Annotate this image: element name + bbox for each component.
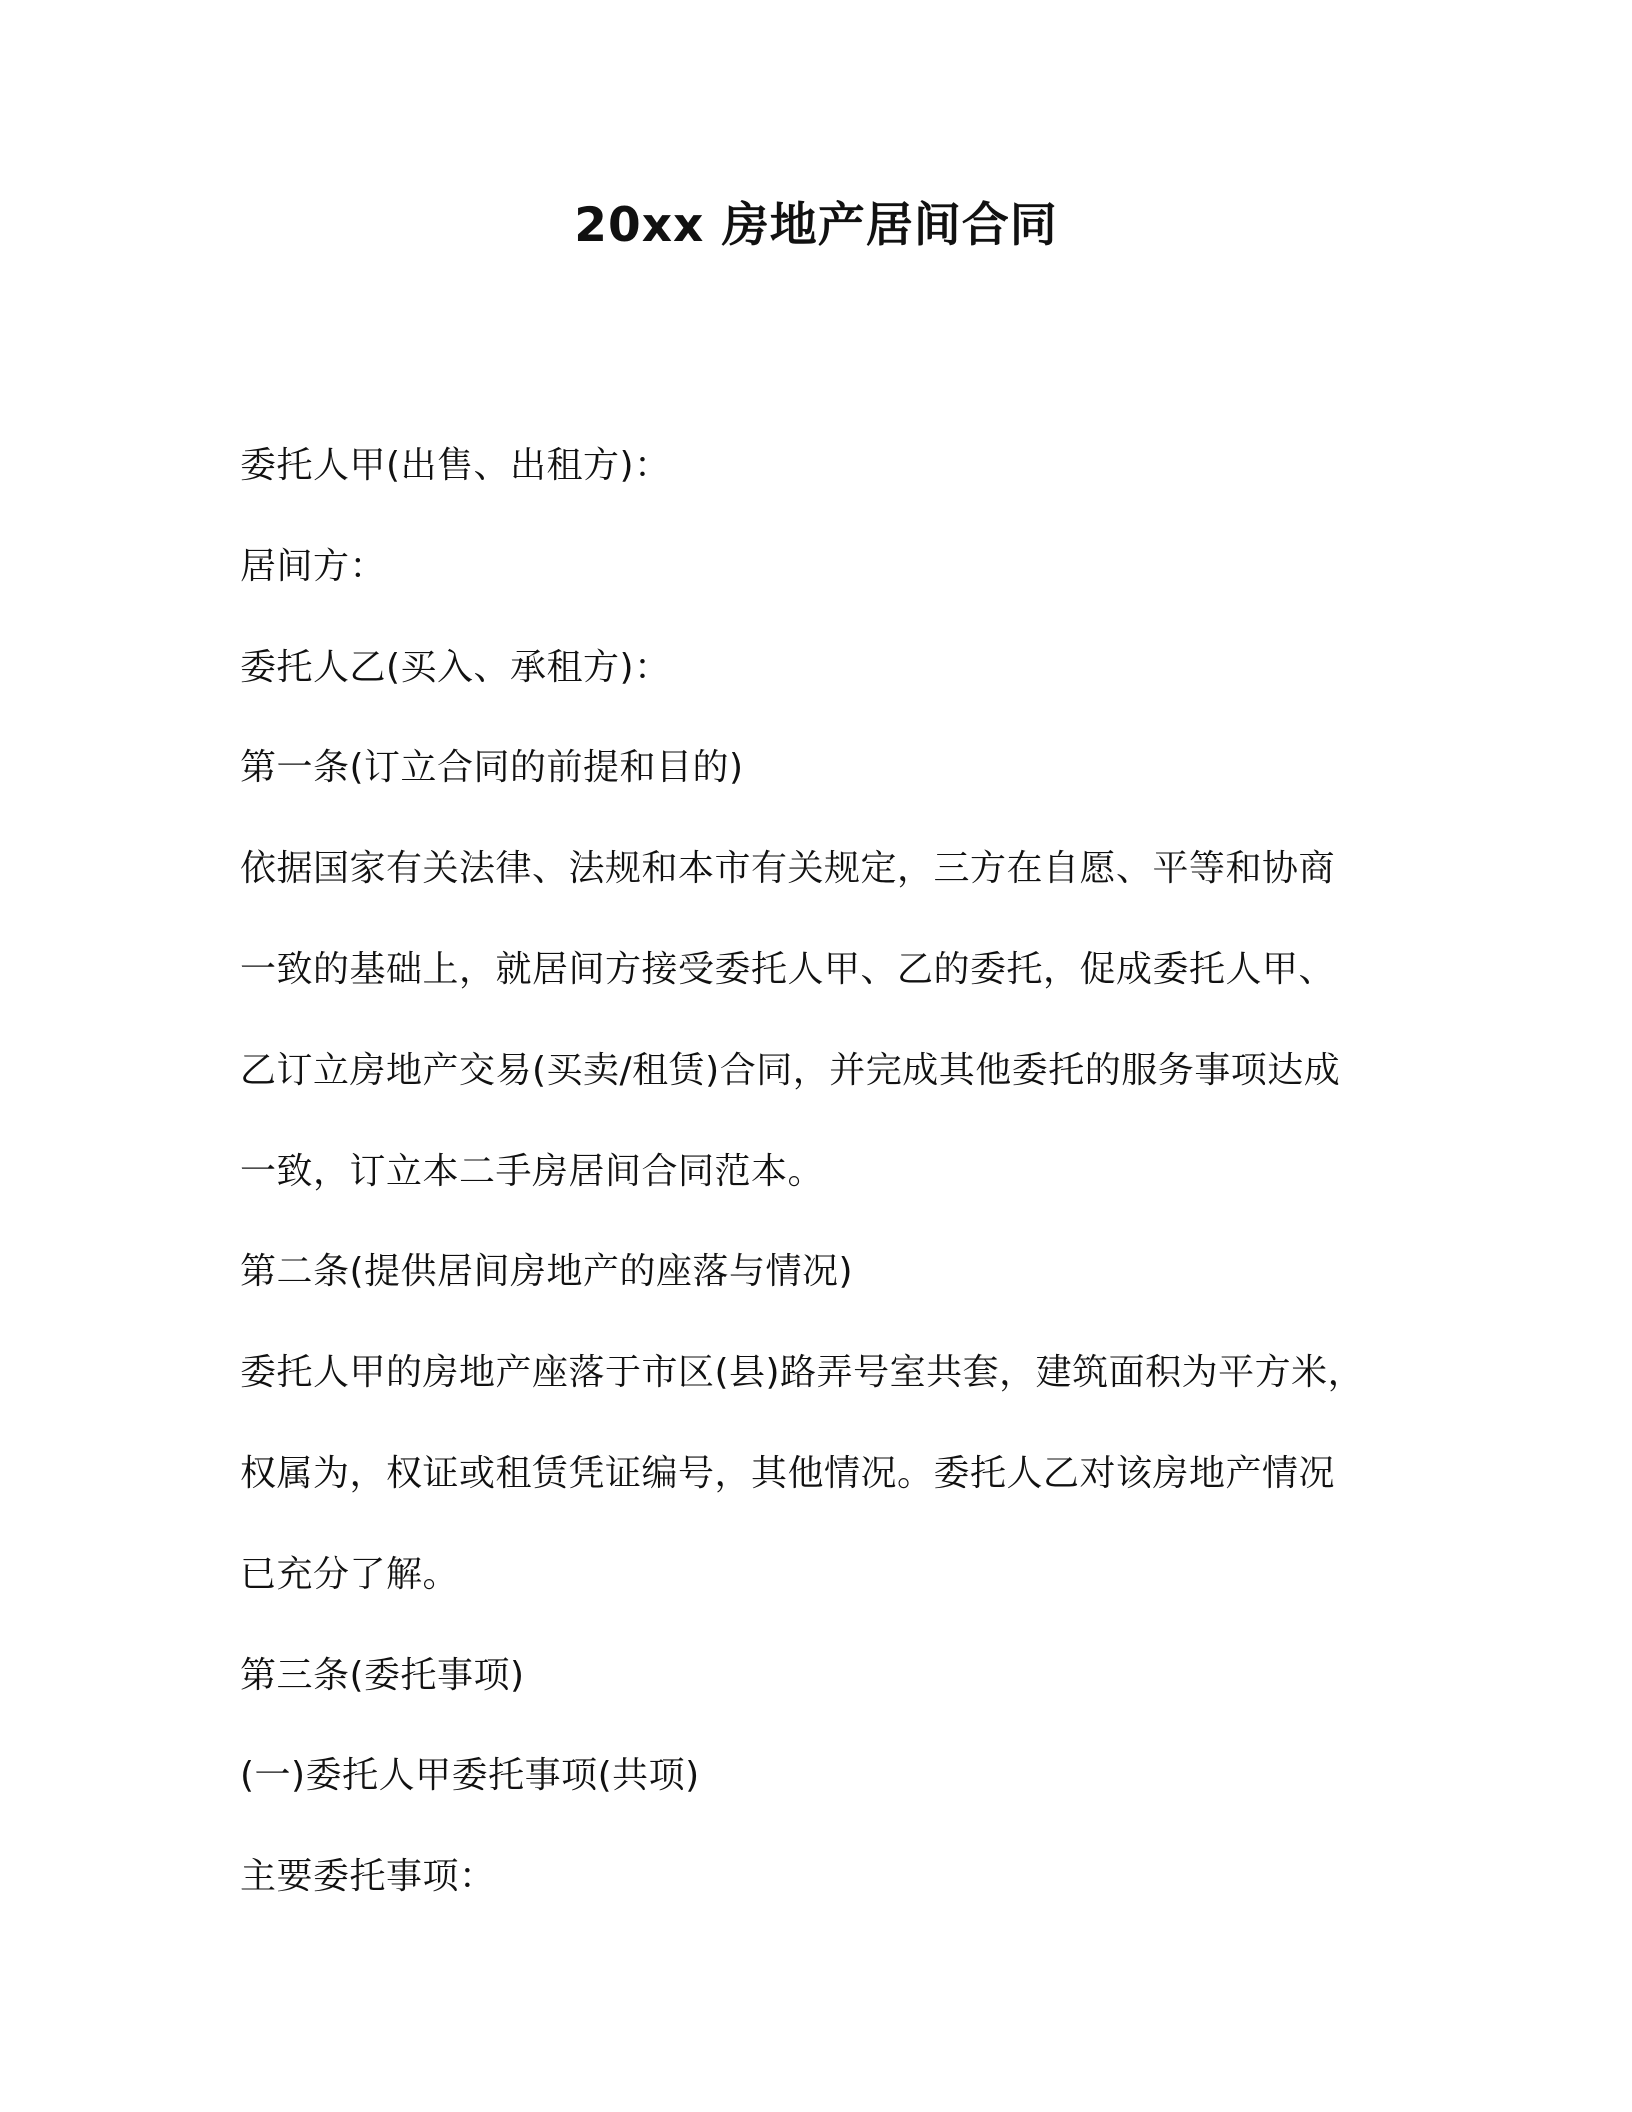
article-3-subheading: (一)委托人甲委托事项(共项): [240, 1755, 700, 1797]
article-2-text-line: 委托人甲的房地产座落于市区(县)路弄号室共套，建筑面积为平方米，: [240, 1352, 1365, 1394]
article-2-text-line: 权属为，权证或租赁凭证编号，其他情况。委托人乙对该房地产情况: [240, 1452, 1336, 1494]
article-2-heading: 第二条(提供居间房地产的座落与情况): [240, 1251, 854, 1293]
document-title: 20xx 房地产居间合同: [574, 198, 1058, 253]
party-b-line: 委托人乙(买入、承租方)：: [240, 646, 671, 688]
intermediary-line: 居间方：: [240, 545, 387, 587]
document-body: [240, 416, 1390, 1928]
article-3-heading: 第三条(委托事项): [240, 1654, 525, 1696]
party-a-line: 委托人甲(出售、出租方)：: [240, 445, 671, 486]
article-1-text-line: 乙订立房地产交易(买卖/租赁)合同，并完成其他委托的服务事项达成: [240, 1049, 1341, 1091]
article-1-text-line: 依据国家有关法律、法规和本市有关规定，三方在自愿、平等和协商: [240, 848, 1336, 890]
main-entrusted-items-label: 主要委托事项：: [240, 1856, 496, 1898]
article-1-heading: 第一条(订立合同的前提和目的): [240, 747, 744, 789]
article-1-text-line: 一致，订立本二手房居间合同范本。: [240, 1150, 825, 1192]
article-1-text-line: 一致的基础上，就居间方接受委托人甲、乙的委托，促成委托人甲、: [240, 948, 1336, 990]
article-2-text-line: 已充分了解。: [240, 1553, 460, 1595]
